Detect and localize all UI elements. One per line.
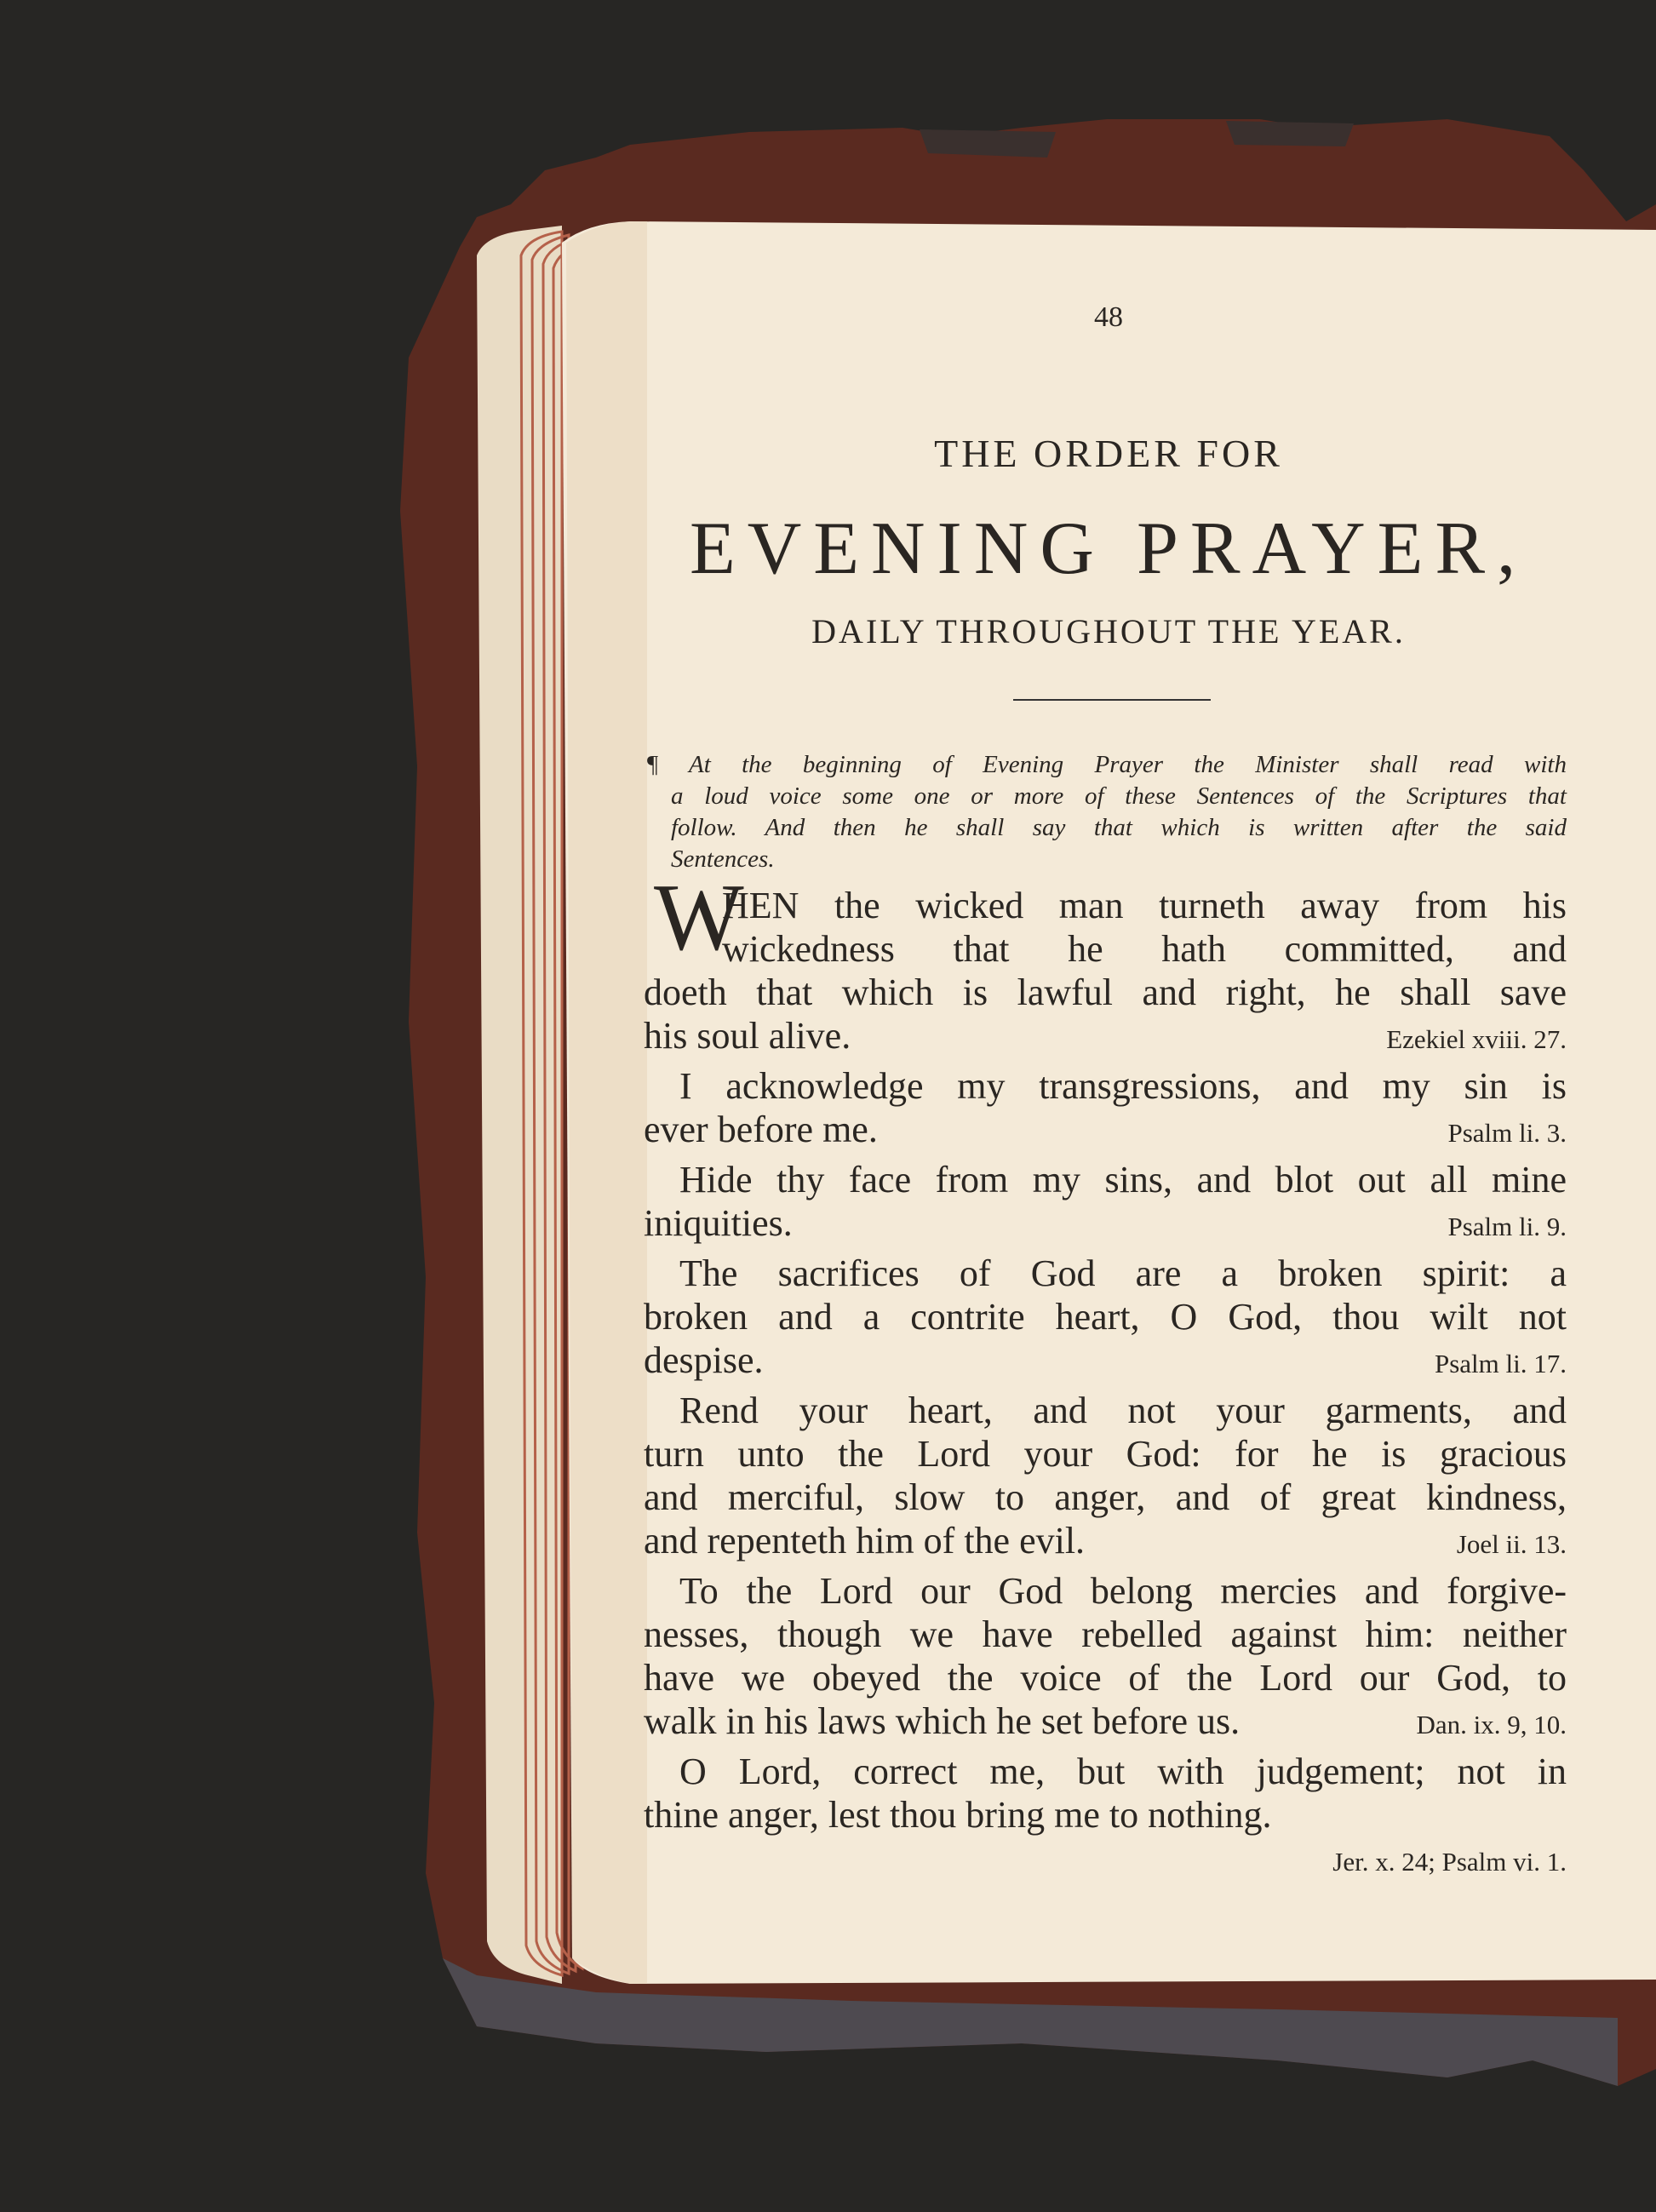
sentence-block bbox=[644, 884, 1567, 1057]
sentence-text: nesses, though we have rebelled against him: neither bbox=[644, 1613, 1567, 1655]
page-title: EVENING PRAYER, bbox=[689, 507, 1528, 590]
heading-rule bbox=[1013, 699, 1211, 701]
heading-order-for: THE ORDER FOR bbox=[934, 432, 1283, 475]
sentence-text: thine anger, lest thou bring me to nothing. bbox=[644, 1794, 1272, 1836]
scripture-citation: Psalm li. 3. bbox=[1447, 1118, 1567, 1148]
sentence-block bbox=[644, 1569, 1567, 1743]
sentence-line bbox=[644, 1108, 1567, 1151]
sentence-line bbox=[644, 1750, 1567, 1793]
rubric-line: ¶ At the beginning of Evening Prayer the Minister shall read with bbox=[647, 751, 1567, 778]
sentence-text: The sacrifices of God are a broken spirit: a bbox=[679, 1252, 1567, 1294]
sentences-list bbox=[644, 884, 1567, 1880]
sentence-text: his soul alive. bbox=[644, 1015, 851, 1057]
sentence-line bbox=[644, 1252, 1567, 1295]
rubric-line: a loud voice some one or more of these Sentences of the Scriptures that bbox=[671, 782, 1567, 810]
sentence-text: despise. bbox=[644, 1339, 764, 1381]
page-subtitle: DAILY THROUGHOUT THE YEAR. bbox=[811, 612, 1406, 650]
sentence-block bbox=[644, 1064, 1567, 1151]
rubric-line: Sentences. bbox=[671, 845, 775, 873]
sentence-text: ever before me. bbox=[644, 1109, 878, 1150]
drop-cap: W bbox=[654, 865, 744, 971]
sentence-line bbox=[644, 1837, 1567, 1880]
book-page bbox=[562, 221, 1656, 1975]
sentence-text: wickedness that he hath committed, and bbox=[722, 928, 1567, 970]
sentence-line bbox=[644, 1432, 1567, 1476]
page-stack bbox=[477, 226, 562, 1984]
sentence-block bbox=[644, 1389, 1567, 1562]
sentence-line bbox=[644, 1699, 1567, 1743]
sentence-line bbox=[644, 971, 1567, 1014]
sentence-text: Rend your heart, and not your garments, and bbox=[679, 1390, 1567, 1431]
sentence-line bbox=[644, 1338, 1567, 1382]
scripture-citation: Joel ii. 13. bbox=[1456, 1529, 1567, 1559]
pilcrow-mark: ¶ bbox=[647, 751, 659, 778]
sentence-block bbox=[644, 1158, 1567, 1245]
page-number: 48 bbox=[1094, 301, 1123, 333]
sentence-block bbox=[644, 1750, 1567, 1880]
sentence-text: O Lord, correct me, but with judgement; not in bbox=[679, 1751, 1567, 1792]
sentence-block bbox=[644, 1252, 1567, 1382]
sentence-line bbox=[644, 1569, 1567, 1613]
sentence-line bbox=[644, 1519, 1567, 1562]
sentence-line bbox=[644, 1613, 1567, 1656]
sentence-line bbox=[644, 1295, 1567, 1338]
sentence-line bbox=[644, 1064, 1567, 1108]
sentence-line bbox=[644, 884, 1567, 927]
sentence-line bbox=[644, 1014, 1567, 1057]
sentence-line bbox=[644, 1389, 1567, 1432]
sentence-text: I acknowledge my transgressions, and my sin is bbox=[679, 1065, 1567, 1107]
scripture-citation: Ezekiel xviii. 27. bbox=[1386, 1024, 1567, 1054]
ribbon-tab bbox=[920, 129, 1056, 158]
sentence-text: turn unto the Lord your God: for he is gracious bbox=[644, 1433, 1567, 1475]
sentence-line bbox=[644, 1201, 1567, 1245]
scripture-citation: Psalm li. 9. bbox=[1447, 1212, 1567, 1241]
rubric-instruction bbox=[647, 749, 1567, 875]
ribbon-tab bbox=[1226, 121, 1354, 146]
sentence-text: walk in his laws which he set before us. bbox=[644, 1700, 1241, 1742]
scripture-citation: Jer. x. 24; Psalm vi. 1. bbox=[1332, 1847, 1567, 1877]
sentence-text: HEN the wicked man turneth away from his bbox=[722, 885, 1567, 926]
sentence-line bbox=[644, 927, 1567, 971]
sentence-text: doeth that which is lawful and right, he shall save bbox=[644, 971, 1567, 1013]
sentence-text: and repenteth him of the evil. bbox=[644, 1520, 1086, 1562]
sentence-text: broken and a contrite heart, O God, thou wilt not bbox=[644, 1296, 1567, 1338]
sentence-text: iniquities. bbox=[644, 1202, 793, 1244]
scripture-citation: Dan. ix. 9, 10. bbox=[1416, 1710, 1567, 1739]
rubric-line: follow. And then he shall say that which is written after the said bbox=[671, 814, 1567, 841]
sentence-text: have we obeyed the voice of the Lord our God, to bbox=[644, 1657, 1567, 1699]
sentence-line bbox=[644, 1656, 1567, 1699]
sentence-line bbox=[644, 1793, 1567, 1837]
sentence-line bbox=[644, 1476, 1567, 1519]
sentence-text: and merciful, slow to anger, and of great kindness, bbox=[644, 1476, 1567, 1518]
sentence-text: Hide thy face from my sins, and blot out all mine bbox=[679, 1159, 1567, 1201]
scripture-citation: Psalm li. 17. bbox=[1434, 1349, 1567, 1378]
sentence-text: To the Lord our God belong mercies and forgive- bbox=[679, 1570, 1567, 1612]
sentence-line bbox=[644, 1158, 1567, 1201]
